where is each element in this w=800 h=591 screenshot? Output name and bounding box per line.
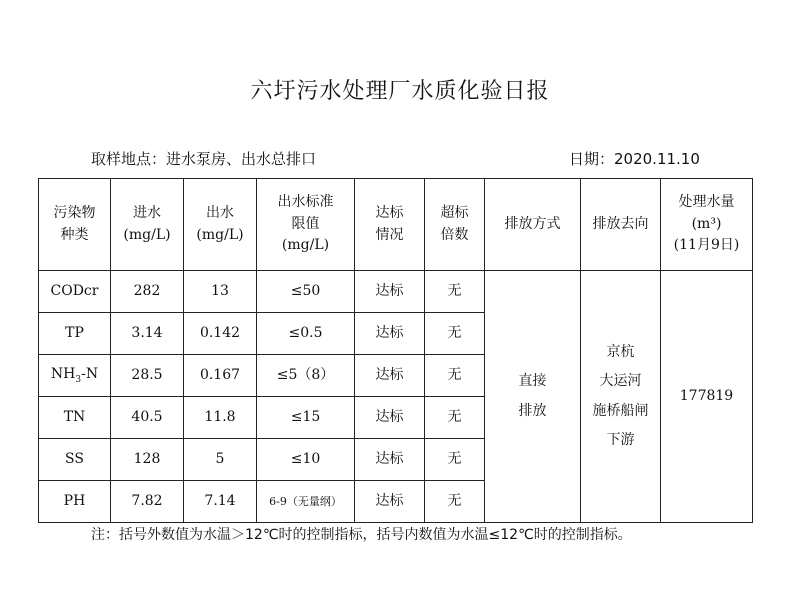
influent-value: 3.14 — [111, 313, 184, 355]
header-exceed-line2: 倍数 — [440, 226, 469, 243]
compliance-status: 达标 — [355, 313, 425, 355]
standard-limit: ≤15 — [257, 397, 355, 439]
pollutant-name: TP — [39, 313, 111, 355]
header-influent-line2: (mg/L) — [123, 226, 171, 243]
pollutant-name: TN — [39, 397, 111, 439]
effluent-value: 11.8 — [184, 397, 257, 439]
compliance-status: 达标 — [355, 481, 425, 523]
header-discharge-method: 排放方式 — [485, 179, 581, 271]
influent-value: 7.82 — [111, 481, 184, 523]
standard-limit: ≤50 — [257, 271, 355, 313]
exceed-multiple: 无 — [425, 397, 485, 439]
exceed-multiple: 无 — [425, 271, 485, 313]
report-date: 日期：2020.11.10 — [569, 150, 700, 168]
compliance-status: 达标 — [355, 271, 425, 313]
standard-limit: 6-9（无量纲） — [257, 481, 355, 523]
exceed-multiple: 无 — [425, 313, 485, 355]
header-effluent-line1: 出水 — [206, 204, 234, 221]
header-influent-line1: 进水 — [133, 204, 161, 221]
header-effluent-line2: (mg/L) — [196, 226, 244, 243]
table-row — [39, 271, 753, 313]
standard-limit: ≤0.5 — [257, 313, 355, 355]
discharge-method-cell — [485, 271, 581, 523]
header-exceed — [425, 179, 485, 271]
exceed-multiple: 无 — [425, 355, 485, 397]
pollutant-name-subscript: 3 — [75, 374, 82, 385]
discharge-method-line2: 排放 — [518, 402, 547, 419]
header-discharge-direction: 排放去向 — [581, 179, 661, 271]
header-standard-line3: (mg/L) — [281, 237, 330, 254]
header-compliance — [355, 179, 425, 271]
discharge-method-line1: 直接 — [518, 373, 547, 390]
discharge-direction-line2: 大运河 — [599, 373, 642, 390]
effluent-value: 7.14 — [184, 481, 257, 523]
pollutant-name-tail: -N — [81, 365, 99, 382]
compliance-status: 达标 — [355, 355, 425, 397]
header-effluent — [184, 179, 257, 271]
standard-limit: ≤5（8） — [257, 355, 355, 397]
header-pollutant-line1: 污染物 — [53, 204, 96, 221]
header-volume-line3: (11月9日) — [673, 237, 740, 254]
pollutant-name — [39, 355, 111, 397]
footnote: 注：括号外数值为水温＞12℃时的控制指标，括号内数值为水温≤12℃时的控制指标。 — [91, 527, 632, 543]
header-volume-line2: (m³) — [691, 215, 722, 232]
header-standard-line2: 限值 — [291, 215, 320, 232]
discharge-direction-line1: 京杭 — [606, 343, 635, 360]
header-influent — [111, 179, 184, 271]
water-quality-table — [38, 178, 753, 523]
effluent-value: 13 — [184, 271, 257, 313]
header-volume — [661, 179, 753, 271]
pollutant-name: SS — [39, 439, 111, 481]
header-exceed-line1: 超标 — [440, 204, 469, 221]
standard-limit: ≤10 — [257, 439, 355, 481]
discharge-direction-line4: 下游 — [606, 431, 635, 448]
discharge-direction-line3: 施桥船闸 — [592, 402, 649, 419]
effluent-value: 0.167 — [184, 355, 257, 397]
effluent-value: 5 — [184, 439, 257, 481]
header-pollutant — [39, 179, 111, 271]
influent-value: 128 — [111, 439, 184, 481]
exceed-multiple: 无 — [425, 439, 485, 481]
exceed-multiple: 无 — [425, 481, 485, 523]
header-compliance-line1: 达标 — [375, 204, 404, 221]
treated-volume: 177819 — [661, 271, 753, 523]
pollutant-name: PH — [39, 481, 111, 523]
header-standard-line1: 出水标准 — [277, 193, 334, 210]
pollutant-name: CODcr — [39, 271, 111, 313]
pollutant-name-main: NH — [50, 365, 76, 382]
sampling-location: 取样地点：进水泵房、出水总排口 — [91, 150, 317, 168]
influent-value: 40.5 — [111, 397, 184, 439]
report-title: 六圩污水处理厂水质化验日报 — [250, 79, 550, 104]
header-compliance-line2: 情况 — [375, 226, 404, 243]
header-volume-line1: 处理水量 — [678, 193, 735, 210]
compliance-status: 达标 — [355, 397, 425, 439]
influent-value: 28.5 — [111, 355, 184, 397]
table-header-row — [39, 179, 753, 271]
header-standard — [257, 179, 355, 271]
influent-value: 282 — [111, 271, 184, 313]
compliance-status: 达标 — [355, 439, 425, 481]
effluent-value: 0.142 — [184, 313, 257, 355]
discharge-direction-cell — [581, 271, 661, 523]
header-pollutant-line2: 种类 — [60, 226, 89, 243]
